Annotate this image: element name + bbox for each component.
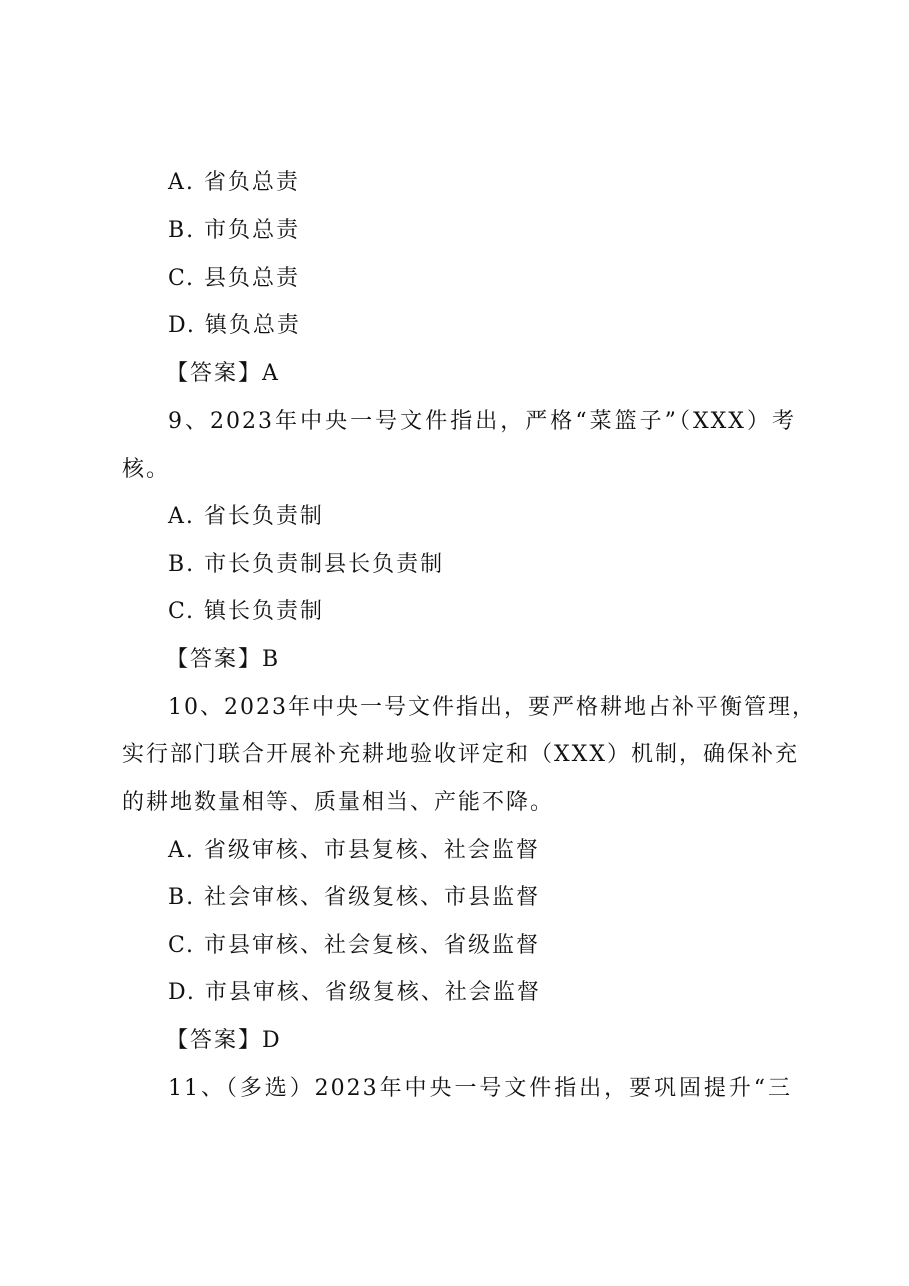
q10-question-line-2: 实行部门联合开展补充耕地验收评定和（XXX）机制，确保补充	[122, 742, 799, 767]
q10-option-a: A. 省级审核、市县复核、社会监督	[168, 838, 540, 863]
q11-question-line-1: 11、（多选）2023年中央一号文件指出，要巩固提升“三	[168, 1076, 792, 1101]
q8-option-d: D. 镇负总责	[168, 313, 301, 338]
q10-question-line-3: 的耕地数量相等、质量相当、产能不降。	[122, 790, 555, 815]
q10-question-line-1: 10、2023年中央一号文件指出，要严格耕地占补平衡管理，	[168, 695, 816, 720]
q9-option-c: C. 镇长负责制	[168, 599, 325, 624]
q10-option-d: D. 市县审核、省级复核、社会监督	[168, 980, 541, 1005]
q8-answer: 【答案】A	[166, 361, 280, 386]
q8-option-b: B. 市负总责	[168, 218, 301, 243]
q8-option-a: A. 省负总责	[168, 170, 300, 195]
q9-option-a: A. 省长负责制	[168, 504, 324, 529]
q10-option-c: C. 市县审核、社会复核、省级监督	[168, 933, 541, 958]
q9-question-line-1: 9、2023年中央一号文件指出，严格“菜篮子”（XXX）考	[168, 409, 796, 434]
q9-option-b: B. 市长负责制县长负责制	[168, 552, 445, 577]
q10-answer: 【答案】D	[166, 1028, 282, 1053]
q9-answer: 【答案】B	[166, 647, 281, 672]
q9-question-line-2: 核。	[122, 457, 171, 482]
q8-option-c: C. 县负总责	[168, 266, 301, 291]
q10-option-b: B. 社会审核、省级复核、市县监督	[168, 885, 541, 910]
